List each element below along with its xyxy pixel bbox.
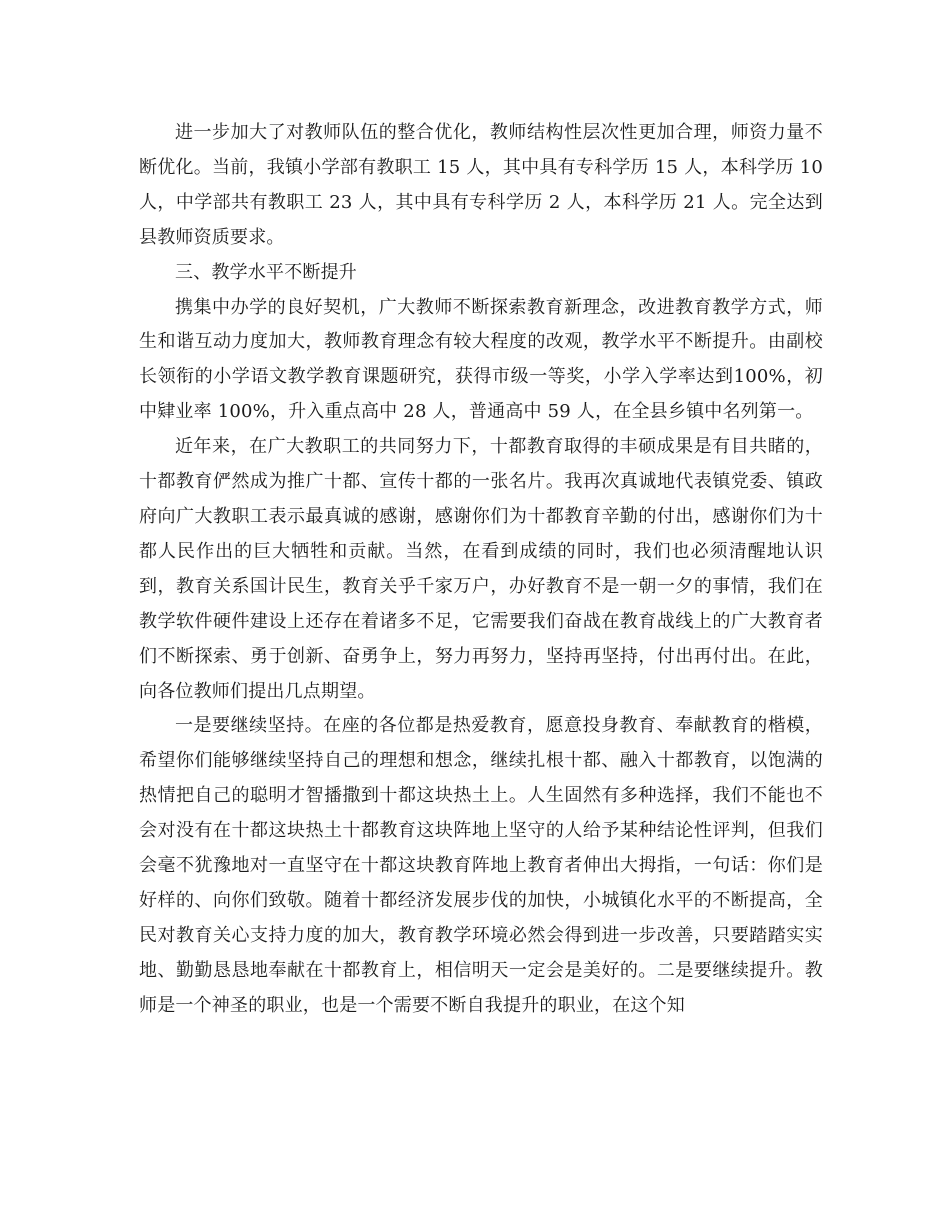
document-body [139,116,823,1024]
paragraph-achievements: 近年来，在广大教职工的共同努力下，十都教育取得的丰硕成果是有目共睹的，十都教育俨然成为推广十都、宣传十都的一张名片。我再次真诚地代表镇党委、镇政府向广大教职工表示最真诚的感谢，感谢你们为十都教育辛勤的付出，感谢你们为十都人民作出的巨大牺牲和贡献。当然，在看到成绩的同时，我们也必须清醒地认识到，教育关系国计民生，教育关乎千家万户，办好教育不是一朝一夕的事情，我们在教学软件硬件建设上还存在着诸多不足，它需要我们奋战在教育战线上的广大教育者们不断探索、勇于创新、奋勇争上，努力再努力，坚持再坚持，付出再付出。在此，向各位教师们提出几点期望。 [139,436,823,702]
paragraph-teacher-structure: 进一步加大了对教师队伍的整合优化，教师结构性层次性更加合理，师资力量不断优化。当前，我镇小学部有教职工 15 人，其中具有专科学历 15 人，本科学历 10 人，中学部共有教职工 23 人，其中具有专科学历 2 人，本科学历 21 人。完全达到县教师资质要求。 [139,122,823,248]
paragraph-teaching-level: 携集中办学的良好契机，广大教师不断探索教育新理念，改进教育教学方式，师生和谐互动力度加大，教师教育理念有较大程度的改观，教学水平不断提升。由副校长领衔的小学语文教学教育课题研究，获得市级一等奖，小学入学率达到100%，初中肄业率 100%，升入重点高中 28 人，普通高中 59 人，在全县乡镇中名列第一。 [139,296,823,423]
paragraph-expectation-one: 一是要继续坚持。在座的各位都是热爱教育，愿意投身教育、奉献教育的楷模，希望你们能够继续坚持自己的理想和想念，继续扎根十都、融入十都教育，以饱满的热情把自己的聪明才智播撒到十都这块热土上。人生固然有多种选择，我们不能也不会对没有在十都这块热土十都教育这块阵地上坚守的人给予某种结论性评判，但我们会毫不犹豫地对一直坚守在十都这块教育阵地上教育者伸出大拇指，一句话：你们是好样的、向你们致敬。随着十都经济发展步伐的加快，小城镇化水平的不断提高，全民对教育关心支持力度的加大，教育教学环境必然会得到进一步改善，只要踏踏实实地、勤勤恳恳地奉献在十都教育上，相信明天一定会是美好的。二是要继续提升。教师是一个神圣的职业，也是一个需要不断自我提升的职业，在这个知 [139,715,823,1016]
section-heading-teaching-level: 三、教学水平不断提升 [175,261,357,283]
